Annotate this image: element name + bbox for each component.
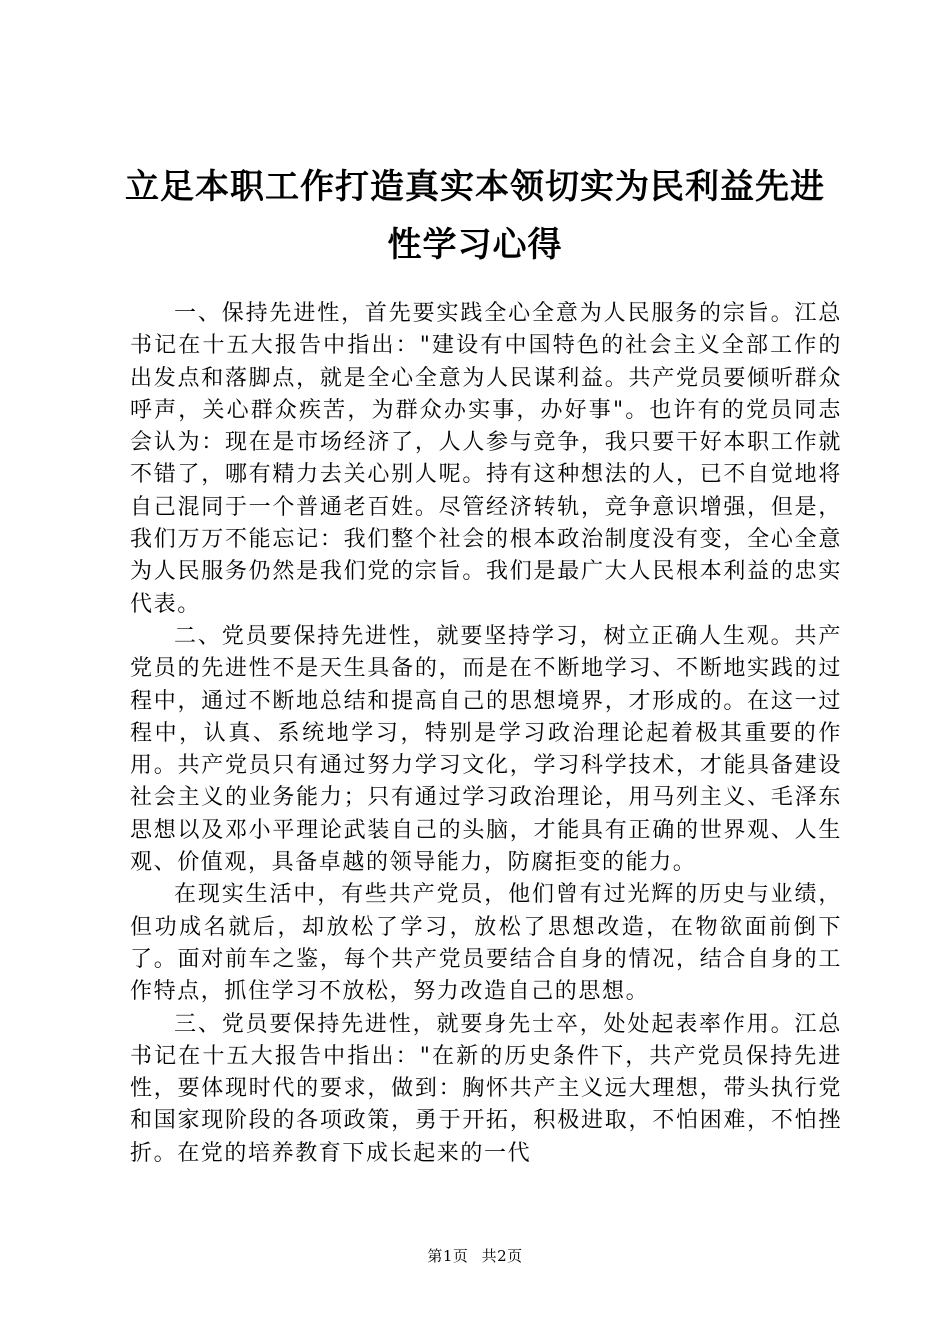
page-number-total: 共2页: [481, 1247, 523, 1265]
paragraph-2: 二、党员要保持先进性，就要坚持学习，树立正确人生观。共产党员的先进性不是天生具备的，而是在不断地学习、不断地实践的过程中，通过不断地总结和提高自己的思想境界，才形成的。在这一过程中，认真、系统地学习，特别是学习政治理论起着极其重要的作用。共产党员只有通过努力学习文化，学习科学技术，才能具备建设社会主义的业务能力；只有通过学习政治理论，用马列主义、毛泽东思想以及邓小平理论武装自己的头脑，才能具有正确的世界观、人生观、价值观，具备卓越的领导能力，防腐拒变的能力。: [130, 623, 842, 876]
page-number-current: 第1页: [427, 1247, 469, 1265]
paragraph-4: 三、党员要保持先进性，就要身先士卒，处处起表率作用。江总书记在十五大报告中指出："在新的历史条件下，共产党员保持先进性，要体现时代的要求，做到：胸怀共产主义远大理想，带头执行党和国家现阶段的各项政策，勇于开拓，积极进取，不怕困难，不怕挫折。在党的培养教育下成长起来的一代: [130, 1011, 842, 1166]
document-body: [130, 298, 842, 1170]
page-footer: [0, 1245, 950, 1266]
paragraph-3: 在现实生活中，有些共产党员，他们曾有过光辉的历史与业绩，但功成名就后，却放松了学习，放松了思想改造，在物欲面前倒下了。面对前车之鉴，每个共产党员要结合自身的情况，结合自身的工作特点，抓住学习不放松，努力改造自己的思想。: [130, 882, 842, 1005]
paragraph-1: 一、保持先进性，首先要实践全心全意为人民服务的宗旨。江总书记在十五大报告中指出："建设有中国特色的社会主义全部工作的出发点和落脚点，就是全心全意为人民谋利益。共产党员要倾听群众呼声，关心群众疾苦，为群众办实事，办好事"。也许有的党员同志会认为：现在是市场经济了，人人参与竞争，我只要干好本职工作就不错了，哪有精力去关心别人呢。持有这种想法的人，已不自觉地将自己混同于一个普通老百姓。尽管经济转轨，竞争意识增强，但是，我们万万不能忘记：我们整个社会的根本政治制度没有变，全心全意为人民服务仍然是我们党的宗旨。我们是最广大人民根本利益的忠实代表。: [130, 301, 842, 617]
document-title: 立足本职工作打造真实本领切实为民利益先进性学习心得: [125, 167, 825, 265]
